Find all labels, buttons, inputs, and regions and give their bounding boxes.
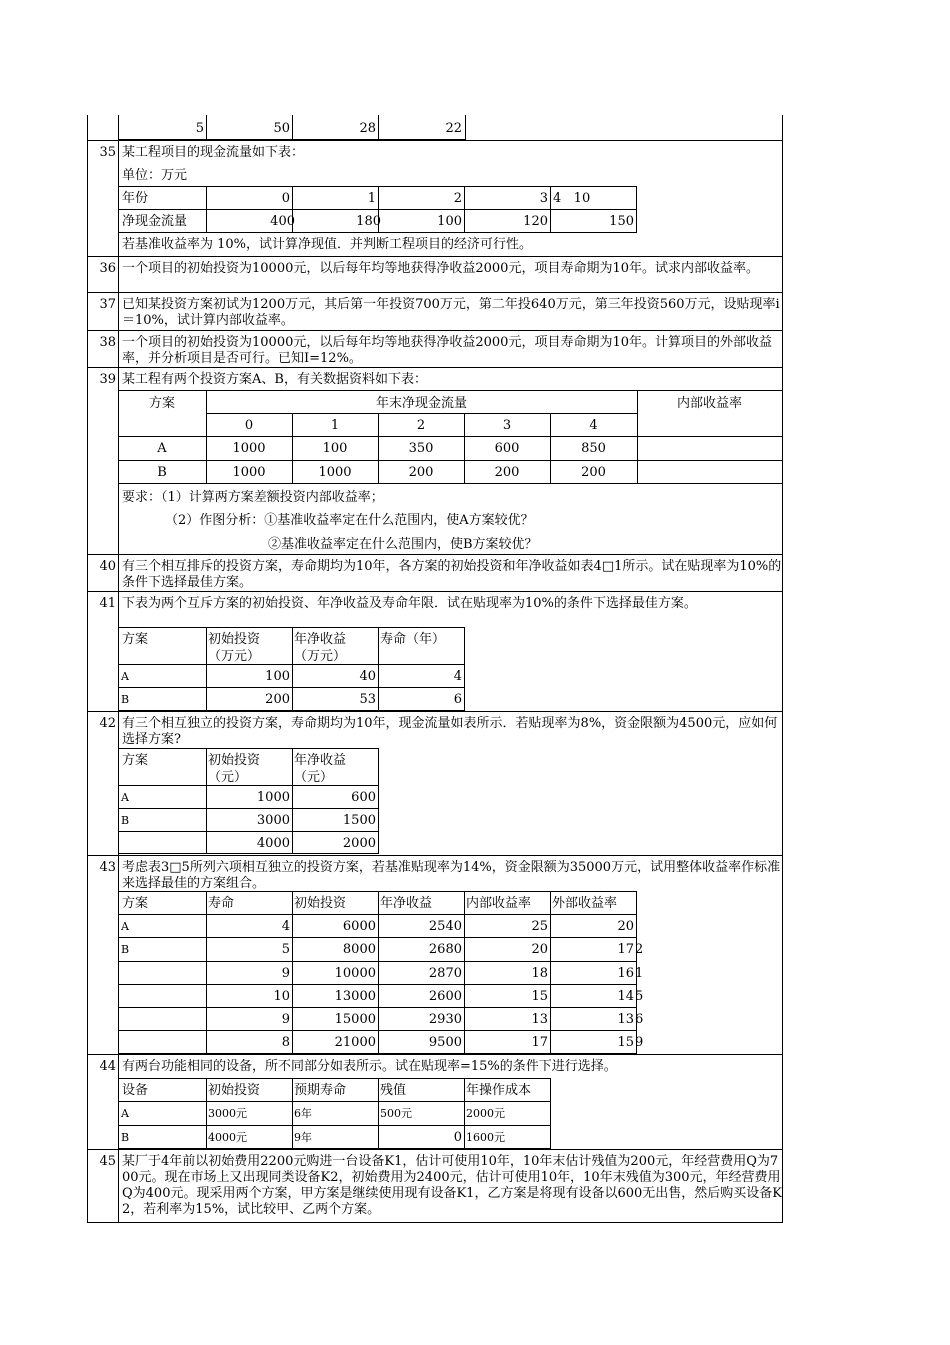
q43-overflow-digit: 6 [635,1012,644,1027]
q41-cell: 6 [453,692,462,707]
q43-cell: 13 [617,1012,634,1027]
q35-year-label: 年份 [122,191,149,206]
q43-cell: 20 [617,919,634,934]
q41-cell: 200 [265,692,290,707]
q44-cell: B [121,1131,130,1144]
q41-header: 初始投资 [208,632,261,647]
q43-cell: 2930 [428,1012,462,1027]
q41-header: 年净收益 [294,632,347,647]
q43-overflow-digit: 1 [635,966,644,981]
q44-cell: A [121,1107,129,1120]
q43-cell: 9 [281,1012,290,1027]
q43-cell: 2600 [428,989,462,1004]
row-divider [87,711,782,712]
q38-text: 一个项目的初始投资为10000元，以后每年均等地获得净收益2000元，项目寿命期为10年。计算项目的外部收益率，并分析项目是否可行。已知I=12%。 [122,335,772,365]
q39-cell: 350 [408,441,434,456]
q39-row-plan: B [157,465,167,480]
q44-cell: 500元 [380,1107,412,1120]
q44-header: 设备 [122,1083,149,1098]
q43-row-plan: B [121,943,130,956]
q39-cell: 1000 [232,441,266,456]
q39-title: 某工程有两个投资方案A、B，有关数据资料如下表： [122,372,427,387]
q42-text: 有三个相互独立的投资方案，寿命期均为10年，现金流量如表所示．若贴现率为8%，资金限额为4500元，应如何选择方案? [122,716,778,746]
question-number-43: 43 [99,860,116,875]
q39-requirement-3: ②基准收益率定在什么范围内，使B方案较优？ [268,537,538,552]
q43-cell: 5 [281,942,290,957]
top-row-cell: 28 [359,121,376,136]
bottom-border [87,1222,782,1223]
q43-header: 初始投资 [294,896,347,911]
q39-cell: 100 [322,441,348,456]
q42-row-plan: A [121,791,129,804]
row-divider [87,256,782,257]
row-divider [87,554,782,555]
q43-cell: 9500 [428,1035,462,1050]
q41-header: 方案 [122,632,149,647]
question-number-44: 44 [99,1059,116,1074]
q42-cell: 4000 [256,836,290,851]
q41-header-sub: （万元） [208,649,261,664]
q43-header: 外部收益率 [552,896,618,911]
q44-cell: 9年 [294,1131,312,1144]
question-number-40: 40 [99,559,116,574]
q43-header: 方案 [122,896,149,911]
q43-cell: 4 [281,919,290,934]
q37-text: 已知某投资方案初试为1200万元，其后第一年投资700万元，第二年投640万元，第三年投资560万元，设贴现率i＝10%，试计算内部收益率。 [122,297,780,327]
q39-year: 3 [502,418,512,433]
q42-header: 方案 [122,753,149,768]
row-divider [87,591,782,592]
q36-text: 一个项目的初始投资为10000元，以后每年均等地获得净收益2000元，项目寿命期为10年。试求内部收益率。 [122,261,759,276]
q39-header-flow: 年末净现金流量 [375,396,467,411]
q44-cell: 4000元 [208,1131,247,1144]
q35-year: 1 [367,191,376,206]
q42-header-sub: （元） [208,770,248,785]
q39-row-plan: A [157,441,167,456]
q41-header-sub: （万元） [294,649,347,664]
q43-cell: 2680 [428,942,462,957]
q43-cell: 8000 [342,942,376,957]
q43-cell: 25 [531,919,548,934]
q43-row-plan: A [121,920,129,933]
q43-cell: 8 [281,1035,290,1050]
top-row-cell: 50 [273,121,290,136]
q41-cell: 100 [265,669,290,684]
row-divider [87,330,782,331]
q44-cell: 6年 [294,1107,312,1120]
q42-cell: 1000 [256,790,290,805]
q43-cell: 10 [273,989,290,1004]
q39-year: 1 [330,418,340,433]
q43-overflow-digit: 9 [635,1035,644,1050]
q35-flow: 150 [609,214,634,229]
q43-text: 考虑表3□5所列六项相互独立的投资方案，若基准贴现率为14%，资金限额为35000万元，试用整体收益率作标准来选择最佳的方案组合。 [122,860,781,890]
q35-year: 4 10 [553,191,591,206]
q44-cell: 3000元 [208,1107,247,1120]
q39-requirement-1: 要求：（1）计算两方案差额投资内部收益率； [122,490,384,505]
q35-unit: 单位：万元 [122,168,188,183]
q35-flow: 120 [523,214,548,229]
row-divider [87,855,782,856]
question-number-37: 37 [99,297,116,312]
q43-cell: 15 [617,1035,634,1050]
q35-question: 若基准收益率为 10%，试计算净现值．并判断工程项目的经济可行性。 [122,237,533,252]
q44-text: 有两台功能相同的设备，所不同部分如表所示。试在贴现率=15%的条件下进行选择。 [122,1059,617,1074]
q39-cell: 850 [581,441,606,456]
q39-cell: 200 [408,465,434,480]
q41-cell: 40 [359,669,376,684]
q44-cell: 0 [453,1130,462,1145]
q41-text: 下表为两个互斥方案的初始投资、年净收益及寿命年限．试在贴现率为10%的条件下选择最佳方案。 [122,596,697,611]
q43-cell: 18 [531,966,548,981]
q43-cell: 15 [531,989,548,1004]
q44-header: 残值 [380,1083,407,1098]
question-number-41: 41 [99,596,116,611]
q43-header: 寿命 [208,896,235,911]
q41-header: 寿命（年） [380,632,446,647]
q43-cell: 16 [617,966,634,981]
q39-header-plan: 方案 [148,396,175,411]
q43-cell: 2870 [428,966,462,981]
question-number-45: 45 [99,1154,116,1169]
q35-flow: 100 [437,214,462,229]
q43-cell: 15000 [334,1012,376,1027]
q45-text: 某厂于4年前以初始费用2200元购进一台设备K1，估计可使用10年，10年末估计残值为200元，年经营费用Q为700元。现在市场上又出现同类设备K2，初始费用为2400元，估计可使用10年，10年末残值为300元，年经营费用Q为400元。现采用两个方案，甲方案是继续使用现有设备K1，乙方案是将现有设备以600无出售，然后购买设备K2，若利率为15%，试比较甲、乙两个方案。 [122,1154,782,1217]
q41-cell: 4 [453,669,462,684]
q42-cell: 600 [351,790,376,805]
question-number-36: 36 [99,261,116,276]
q35-year: 2 [453,191,462,206]
question-number-38: 38 [99,335,116,350]
q43-cell: 2540 [428,919,462,934]
q35-flow: 180 [356,214,381,229]
row-divider [87,292,782,293]
row-divider [87,367,782,368]
q43-cell: 20 [531,942,548,957]
q42-row-plan: B [121,814,130,827]
q39-year: 0 [244,418,254,433]
q44-cell: 2000元 [466,1107,505,1120]
q39-cell: 200 [581,465,606,480]
q43-header: 年净收益 [380,896,433,911]
top-row-cell: 22 [445,121,462,136]
q35-title: 某工程项目的现金流量如下表： [122,145,305,160]
q43-cell: 17 [617,942,634,957]
q43-cell: 13000 [334,989,376,1004]
question-number-35: 35 [99,145,116,160]
q42-cell: 1500 [342,813,376,828]
q41-row-plan: B [121,693,130,706]
q35-year: 0 [281,191,290,206]
question-number-39: 39 [99,372,116,387]
row-divider [87,1054,782,1055]
right-border [782,115,783,1223]
q44-header: 预期寿命 [294,1083,347,1098]
q43-cell: 17 [531,1035,548,1050]
q42-header: 初始投资 [208,753,261,768]
q43-cell: 13 [531,1012,548,1027]
q42-header: 年净收益 [294,753,347,768]
q44-cell: 1600元 [466,1131,505,1144]
q42-cell: 3000 [256,813,290,828]
q43-cell: 14 [617,989,634,1004]
row-divider [87,140,782,141]
left-border [87,115,88,1223]
q43-cell: 10000 [334,966,376,981]
q39-requirement-2: （2）作图分析：①基准收益率定在什么范围内，使A方案较优？ [165,513,534,528]
q43-cell: 6000 [342,919,376,934]
q39-cell: 1000 [232,465,266,480]
q42-header-sub: （元） [294,770,334,785]
q35-flow: 400 [270,214,295,229]
q40-text: 有三个相互排斥的投资方案，寿命期均为10年，各方案的初始投资和年净收益如表4□1所示。试在贴现率为10%的条件下选择最佳方案。 [122,559,782,589]
q39-cell: 200 [494,465,520,480]
q44-header: 年操作成本 [466,1083,532,1098]
q43-cell: 9 [281,966,290,981]
q42-cell: 2000 [342,836,376,851]
q39-year: 2 [416,418,426,433]
q43-header: 内部收益率 [466,896,532,911]
q39-cell: 1000 [318,465,352,480]
top-row-cell: 5 [195,121,204,136]
q39-header-irr: 内部收益率 [676,396,742,411]
q41-row-plan: A [121,670,129,683]
question-number-42: 42 [99,716,116,731]
q44-header: 初始投资 [208,1083,261,1098]
q43-overflow-digit: 5 [635,989,644,1004]
q35-flow-label: 净现金流量 [122,214,188,229]
q43-overflow-digit: 2 [635,942,644,957]
row-divider [87,1149,782,1150]
q35-year: 3 [539,191,548,206]
q39-cell: 600 [494,441,520,456]
q43-cell: 21000 [334,1035,376,1050]
q39-year: 4 [589,418,598,433]
q41-cell: 53 [359,692,376,707]
